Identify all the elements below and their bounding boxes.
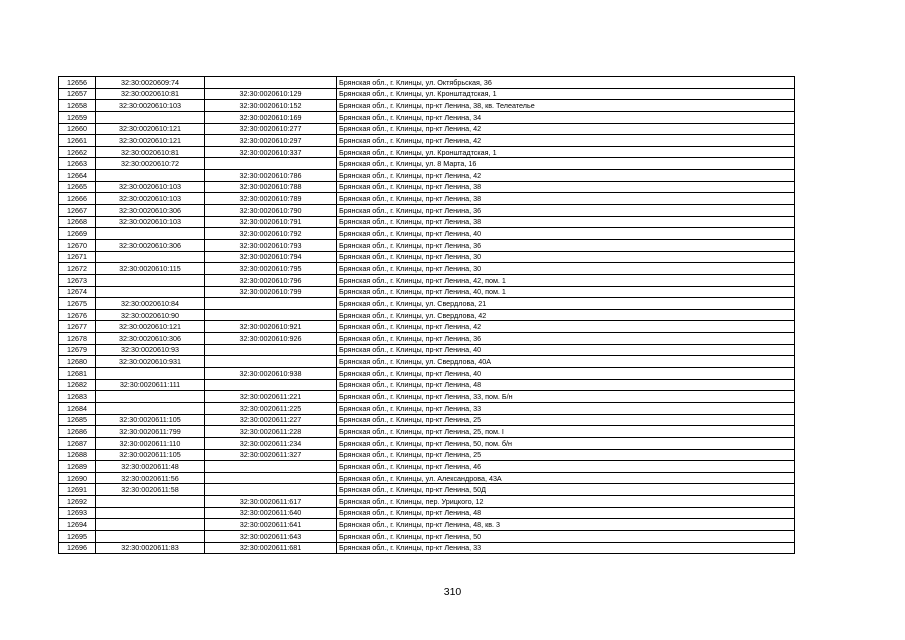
address-cell: Брянская обл., г. Клинцы, пр-кт Ленина, 25 [337, 449, 795, 461]
table-row [59, 263, 795, 275]
table-row [59, 368, 795, 380]
address-cell: Брянская обл., г. Клинцы, пр-кт Ленина, 48 [337, 379, 795, 391]
address-cell: Брянская обл., г. Клинцы, ул. Свердлова, 21 [337, 298, 795, 310]
table-row [59, 123, 795, 135]
table-row [59, 391, 795, 403]
address-cell: Брянская обл., г. Клинцы, пр-кт Ленина, 36 [337, 333, 795, 345]
address-cell: Брянская обл., г. Клинцы, пр-кт Ленина, 40, пом. 1 [337, 286, 795, 298]
object-cadastral-number-cell: 32:30:0020611:643 [205, 530, 337, 542]
object-cadastral-number-cell: 32:30:0020610:152 [205, 100, 337, 112]
parcel-cadastral-number-cell: 32:30:0020611:105 [96, 449, 205, 461]
address-cell: Брянская обл., г. Клинцы, ул. Свердлова, 42 [337, 309, 795, 321]
row-number-cell: 12672 [59, 263, 96, 275]
object-cadastral-number-cell: 32:30:0020610:926 [205, 333, 337, 345]
table-row [59, 251, 795, 263]
row-number-cell: 12685 [59, 414, 96, 426]
address-cell: Брянская обл., г. Клинцы, пр-кт Ленина, 33 [337, 402, 795, 414]
row-number-cell: 12682 [59, 379, 96, 391]
table-row [59, 344, 795, 356]
parcel-cadastral-number-cell [96, 402, 205, 414]
parcel-cadastral-number-cell: 32:30:0020611:83 [96, 542, 205, 554]
parcel-cadastral-number-cell: 32:30:0020610:81 [96, 146, 205, 158]
row-number-cell: 12695 [59, 530, 96, 542]
object-cadastral-number-cell: 32:30:0020611:640 [205, 507, 337, 519]
object-cadastral-number-cell: 32:30:0020610:796 [205, 274, 337, 286]
row-number-cell: 12673 [59, 274, 96, 286]
address-cell: Брянская обл., г. Клинцы, пр-кт Ленина, 42 [337, 123, 795, 135]
parcel-cadastral-number-cell: 32:30:0020610:93 [96, 344, 205, 356]
object-cadastral-number-cell: 32:30:0020610:129 [205, 88, 337, 100]
address-cell: Брянская обл., г. Клинцы, пр-кт Ленина, 38 [337, 216, 795, 228]
parcel-cadastral-number-cell [96, 274, 205, 286]
row-number-cell: 12696 [59, 542, 96, 554]
parcel-cadastral-number-cell [96, 111, 205, 123]
address-cell: Брянская обл., г. Клинцы, пр-кт Ленина, 42 [337, 321, 795, 333]
address-cell: Брянская обл., г. Клинцы, пр-кт Ленина, 25, пом. I [337, 426, 795, 438]
table-row [59, 170, 795, 182]
parcel-cadastral-number-cell: 32:30:0020611:799 [96, 426, 205, 438]
row-number-cell: 12679 [59, 344, 96, 356]
row-number-cell: 12686 [59, 426, 96, 438]
object-cadastral-number-cell: 32:30:0020611:641 [205, 519, 337, 531]
table-row [59, 193, 795, 205]
object-cadastral-number-cell [205, 309, 337, 321]
row-number-cell: 12660 [59, 123, 96, 135]
table-row [59, 402, 795, 414]
object-cadastral-number-cell: 32:30:0020610:792 [205, 228, 337, 240]
object-cadastral-number-cell [205, 484, 337, 496]
table-row [59, 461, 795, 473]
parcel-cadastral-number-cell [96, 170, 205, 182]
table-row [59, 496, 795, 508]
table-row [59, 88, 795, 100]
parcel-cadastral-number-cell: 32:30:0020609:74 [96, 77, 205, 89]
parcel-cadastral-number-cell: 32:30:0020611:56 [96, 472, 205, 484]
table-row [59, 274, 795, 286]
parcel-cadastral-number-cell [96, 507, 205, 519]
address-cell: Брянская обл., г. Клинцы, пр-кт Ленина, 38 [337, 193, 795, 205]
address-cell: Брянская обл., г. Клинцы, пр-кт Ленина, 46 [337, 461, 795, 473]
parcel-cadastral-number-cell: 32:30:0020610:103 [96, 181, 205, 193]
row-number-cell: 12664 [59, 170, 96, 182]
parcel-cadastral-number-cell: 32:30:0020610:84 [96, 298, 205, 310]
row-number-cell: 12692 [59, 496, 96, 508]
row-number-cell: 12690 [59, 472, 96, 484]
table-row [59, 286, 795, 298]
table-row [59, 437, 795, 449]
object-cadastral-number-cell: 32:30:0020610:337 [205, 146, 337, 158]
table-row [59, 298, 795, 310]
object-cadastral-number-cell: 32:30:0020610:786 [205, 170, 337, 182]
row-number-cell: 12665 [59, 181, 96, 193]
object-cadastral-number-cell: 32:30:0020610:793 [205, 239, 337, 251]
address-cell: Брянская обл., г. Клинцы, пр-кт Ленина, 30 [337, 251, 795, 263]
object-cadastral-number-cell: 32:30:0020610:277 [205, 123, 337, 135]
address-cell: Брянская обл., г. Клинцы, пр-кт Ленина, 50 [337, 530, 795, 542]
object-cadastral-number-cell: 32:30:0020610:799 [205, 286, 337, 298]
parcel-cadastral-number-cell: 32:30:0020610:81 [96, 88, 205, 100]
address-cell: Брянская обл., г. Клинцы, пр-кт Ленина, 40 [337, 228, 795, 240]
address-cell: Брянская обл., г. Клинцы, пр-кт Ленина, 48 [337, 507, 795, 519]
address-cell: Брянская обл., г. Клинцы, пр-кт Ленина, 42 [337, 135, 795, 147]
address-cell: Брянская обл., г. Клинцы, пр-кт Ленина, 33, пом. Б/н [337, 391, 795, 403]
address-cell: Брянская обл., г. Клинцы, ул. 8 Марта, 16 [337, 158, 795, 170]
object-cadastral-number-cell: 32:30:0020610:297 [205, 135, 337, 147]
address-cell: Брянская обл., г. Клинцы, пер. Урицкого, 12 [337, 496, 795, 508]
table-row [59, 472, 795, 484]
parcel-cadastral-number-cell [96, 368, 205, 380]
parcel-cadastral-number-cell: 32:30:0020611:105 [96, 414, 205, 426]
table-row [59, 542, 795, 554]
object-cadastral-number-cell: 32:30:0020610:788 [205, 181, 337, 193]
address-cell: Брянская обл., г. Клинцы, пр-кт Ленина, 42, пом. 1 [337, 274, 795, 286]
table-row [59, 333, 795, 345]
address-cell: Брянская обл., г. Клинцы, ул. Свердлова, 40А [337, 356, 795, 368]
parcel-cadastral-number-cell [96, 496, 205, 508]
row-number-cell: 12670 [59, 239, 96, 251]
parcel-cadastral-number-cell: 32:30:0020610:90 [96, 309, 205, 321]
object-cadastral-number-cell: 32:30:0020611:617 [205, 496, 337, 508]
row-number-cell: 12666 [59, 193, 96, 205]
row-number-cell: 12659 [59, 111, 96, 123]
table-row [59, 484, 795, 496]
object-cadastral-number-cell: 32:30:0020610:789 [205, 193, 337, 205]
row-number-cell: 12694 [59, 519, 96, 531]
address-cell: Брянская обл., г. Клинцы, пр-кт Ленина, 42 [337, 170, 795, 182]
row-number-cell: 12691 [59, 484, 96, 496]
address-cell: Брянская обл., г. Клинцы, ул. Кронштадтская, 1 [337, 88, 795, 100]
object-cadastral-number-cell: 32:30:0020611:234 [205, 437, 337, 449]
table-row [59, 181, 795, 193]
row-number-cell: 12658 [59, 100, 96, 112]
address-cell: Брянская обл., г. Клинцы, ул. Октябрьская, 36 [337, 77, 795, 89]
parcel-cadastral-number-cell: 32:30:0020610:103 [96, 216, 205, 228]
parcel-cadastral-number-cell: 32:30:0020610:931 [96, 356, 205, 368]
object-cadastral-number-cell: 32:30:0020610:795 [205, 263, 337, 275]
address-cell: Брянская обл., г. Клинцы, пр-кт Ленина, 38 [337, 181, 795, 193]
registry-table-body [59, 77, 795, 554]
parcel-cadastral-number-cell [96, 251, 205, 263]
address-cell: Брянская обл., г. Клинцы, пр-кт Ленина, 30 [337, 263, 795, 275]
parcel-cadastral-number-cell: 32:30:0020610:103 [96, 100, 205, 112]
object-cadastral-number-cell: 32:30:0020611:225 [205, 402, 337, 414]
table-row [59, 519, 795, 531]
table-row [59, 228, 795, 240]
object-cadastral-number-cell: 32:30:0020610:791 [205, 216, 337, 228]
address-cell: Брянская обл., г. Клинцы, пр-кт Ленина, 40 [337, 368, 795, 380]
table-row [59, 426, 795, 438]
object-cadastral-number-cell [205, 472, 337, 484]
address-cell: Брянская обл., г. Клинцы, пр-кт Ленина, 36 [337, 205, 795, 217]
row-number-cell: 12668 [59, 216, 96, 228]
parcel-cadastral-number-cell [96, 228, 205, 240]
parcel-cadastral-number-cell [96, 391, 205, 403]
row-number-cell: 12693 [59, 507, 96, 519]
address-cell: Брянская обл., г. Клинцы, пр-кт Ленина, 40 [337, 344, 795, 356]
page-number: 310 [443, 586, 462, 598]
object-cadastral-number-cell [205, 158, 337, 170]
row-number-cell: 12678 [59, 333, 96, 345]
row-number-cell: 12661 [59, 135, 96, 147]
address-cell: Брянская обл., г. Клинцы, пр-кт Ленина, 50Д [337, 484, 795, 496]
row-number-cell: 12667 [59, 205, 96, 217]
row-number-cell: 12656 [59, 77, 96, 89]
parcel-cadastral-number-cell: 32:30:0020611:111 [96, 379, 205, 391]
object-cadastral-number-cell [205, 77, 337, 89]
table-row [59, 100, 795, 112]
parcel-cadastral-number-cell: 32:30:0020610:121 [96, 123, 205, 135]
parcel-cadastral-number-cell: 32:30:0020610:103 [96, 193, 205, 205]
row-number-cell: 12675 [59, 298, 96, 310]
address-cell: Брянская обл., г. Клинцы, пр-кт Ленина, 34 [337, 111, 795, 123]
object-cadastral-number-cell [205, 344, 337, 356]
object-cadastral-number-cell: 32:30:0020610:794 [205, 251, 337, 263]
address-cell: Брянская обл., г. Клинцы, пр-кт Ленина, 48, кв. 3 [337, 519, 795, 531]
object-cadastral-number-cell: 32:30:0020611:221 [205, 391, 337, 403]
row-number-cell: 12688 [59, 449, 96, 461]
parcel-cadastral-number-cell: 32:30:0020610:72 [96, 158, 205, 170]
table-row [59, 414, 795, 426]
row-number-cell: 12683 [59, 391, 96, 403]
table-row [59, 507, 795, 519]
parcel-cadastral-number-cell: 32:30:0020611:58 [96, 484, 205, 496]
table-row [59, 111, 795, 123]
parcel-cadastral-number-cell: 32:30:0020610:306 [96, 205, 205, 217]
table-row [59, 239, 795, 251]
object-cadastral-number-cell: 32:30:0020610:790 [205, 205, 337, 217]
registry-table [58, 76, 795, 554]
row-number-cell: 12674 [59, 286, 96, 298]
parcel-cadastral-number-cell: 32:30:0020611:48 [96, 461, 205, 473]
table-row [59, 135, 795, 147]
object-cadastral-number-cell: 32:30:0020611:681 [205, 542, 337, 554]
parcel-cadastral-number-cell: 32:30:0020611:110 [96, 437, 205, 449]
object-cadastral-number-cell [205, 298, 337, 310]
object-cadastral-number-cell [205, 379, 337, 391]
parcel-cadastral-number-cell: 32:30:0020610:121 [96, 135, 205, 147]
row-number-cell: 12663 [59, 158, 96, 170]
object-cadastral-number-cell: 32:30:0020610:938 [205, 368, 337, 380]
row-number-cell: 12681 [59, 368, 96, 380]
table-row [59, 379, 795, 391]
table-row [59, 309, 795, 321]
object-cadastral-number-cell: 32:30:0020611:327 [205, 449, 337, 461]
table-row [59, 216, 795, 228]
row-number-cell: 12680 [59, 356, 96, 368]
address-cell: Брянская обл., г. Клинцы, пр-кт Ленина, 38, кв. Телеателье [337, 100, 795, 112]
parcel-cadastral-number-cell: 32:30:0020610:121 [96, 321, 205, 333]
parcel-cadastral-number-cell [96, 286, 205, 298]
parcel-cadastral-number-cell: 32:30:0020610:306 [96, 333, 205, 345]
table-row [59, 146, 795, 158]
address-cell: Брянская обл., г. Клинцы, пр-кт Ленина, 25 [337, 414, 795, 426]
parcel-cadastral-number-cell: 32:30:0020610:306 [96, 239, 205, 251]
object-cadastral-number-cell: 32:30:0020610:921 [205, 321, 337, 333]
row-number-cell: 12657 [59, 88, 96, 100]
object-cadastral-number-cell: 32:30:0020610:169 [205, 111, 337, 123]
parcel-cadastral-number-cell [96, 530, 205, 542]
row-number-cell: 12671 [59, 251, 96, 263]
object-cadastral-number-cell: 32:30:0020611:227 [205, 414, 337, 426]
table-row [59, 205, 795, 217]
address-cell: Брянская обл., г. Клинцы, ул. Александрова, 43А [337, 472, 795, 484]
address-cell: Брянская обл., г. Клинцы, пр-кт Ленина, 33 [337, 542, 795, 554]
row-number-cell: 12669 [59, 228, 96, 240]
table-row [59, 77, 795, 89]
row-number-cell: 12676 [59, 309, 96, 321]
row-number-cell: 12677 [59, 321, 96, 333]
table-row [59, 356, 795, 368]
row-number-cell: 12684 [59, 402, 96, 414]
address-cell: Брянская обл., г. Клинцы, пр-кт Ленина, 50, пом. б/н [337, 437, 795, 449]
parcel-cadastral-number-cell [96, 519, 205, 531]
row-number-cell: 12687 [59, 437, 96, 449]
parcel-cadastral-number-cell: 32:30:0020610:115 [96, 263, 205, 275]
object-cadastral-number-cell [205, 461, 337, 473]
table-row [59, 449, 795, 461]
row-number-cell: 12689 [59, 461, 96, 473]
table-row [59, 530, 795, 542]
object-cadastral-number-cell: 32:30:0020611:228 [205, 426, 337, 438]
row-number-cell: 12662 [59, 146, 96, 158]
table-row [59, 158, 795, 170]
table-row [59, 321, 795, 333]
address-cell: Брянская обл., г. Клинцы, ул. Кронштадтская, 1 [337, 146, 795, 158]
address-cell: Брянская обл., г. Клинцы, пр-кт Ленина, 36 [337, 239, 795, 251]
object-cadastral-number-cell [205, 356, 337, 368]
